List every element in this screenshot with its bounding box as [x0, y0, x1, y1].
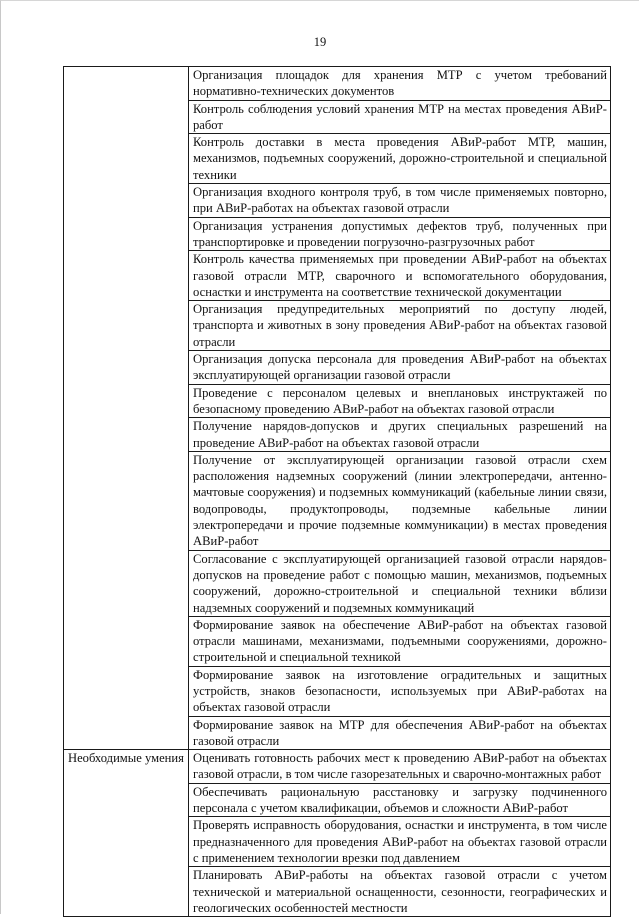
- requirement-text-cell: Контроль качества применяемых при проведении АВиР-работ на объектах газовой отрасли МТР, сварочного и вспомогательного оборудования, оснастки и инструмента на соответствие технической документации: [189, 251, 611, 301]
- requirement-text-cell: Согласование с эксплуатирующей организацией газовой отрасли нарядов-допусков на проведение работ с помощью машин, механизмов, подъемных сооружений, дорожно-строительной и специальной техники вблизи надземных сооружений и подземных коммуникаций: [189, 550, 611, 616]
- requirement-text-cell: Формирование заявок на изготовление оградительных и защитных устройств, знаков безопасности, используемых при АВиР-работах на объектах газовой отрасли: [189, 666, 611, 716]
- section-label-cell: Необходимые умения: [64, 750, 189, 917]
- requirement-text-cell: Проведение с персоналом целевых и внеплановых инструктажей по безопасному проведению АВиР-работ на объектах газовой отрасли: [189, 384, 611, 418]
- requirements-table: [63, 66, 611, 917]
- requirement-text-cell: Организация предупредительных мероприятий по доступу людей, транспорта и животных в зону проведения АВиР-работ на объектах газовой отрасли: [189, 301, 611, 351]
- page-number: 19: [313, 35, 327, 49]
- requirement-text-cell: Контроль доставки в места проведения АВиР-работ МТР, машин, механизмов, подъемных сооружений, дорожно-строительной и специальной техники: [189, 134, 611, 184]
- section-label-cell: [64, 67, 189, 750]
- requirement-text-cell: Организация входного контроля труб, в том числе применяемых повторно, при АВиР-работах на объектах газовой отрасли: [189, 184, 611, 218]
- requirement-text-cell: Проверять исправность оборудования, оснастки и инструмента, в том числе предназначенного для проведения АВиР-работ на объектах газовой отрасли с применением технологии врезки под давлением: [189, 817, 611, 867]
- table-row: [64, 750, 611, 784]
- table-body: [64, 67, 611, 917]
- requirement-text-cell: Получение нарядов-допусков и других специальных разрешений на проведение АВиР-работ на объектах газовой отрасли: [189, 418, 611, 452]
- requirement-text-cell: Формирование заявок на обеспечение АВиР-работ на объектах газовой отрасли машинами, механизмами, подъемными сооружениями, дорожно-строительной и специальной техникой: [189, 616, 611, 666]
- requirement-text-cell: Обеспечивать рациональную расстановку и загрузку подчиненного персонала с учетом квалификации, объемов и сложности АВиР-работ: [189, 783, 611, 817]
- requirement-text-cell: Получение от эксплуатирующей организации газовой отрасли схем расположения надземных сооружений (линии электропередачи, антенно-мачтовые сооружения) и подземных коммуникаций (кабельные линии связи, водопроводы, продуктопроводы, подземные кабельные линии электропередачи и прочие подземные коммуникации) в местах проведения АВиР-работ: [189, 451, 611, 550]
- table-row: [64, 67, 611, 101]
- requirement-text-cell: Организация допуска персонала для проведения АВиР-работ на объектах эксплуатирующей организации газовой отрасли: [189, 351, 611, 385]
- requirement-text-cell: Организация устранения допустимых дефектов труб, полученных при транспортировке и проведении погрузочно-разгрузочных работ: [189, 217, 611, 251]
- requirement-text-cell: Планировать АВиР-работы на объектах газовой отрасли с учетом технической и материальной оснащенности, сезонности, географических и геологических особенностей местности: [189, 867, 611, 917]
- requirement-text-cell: Оценивать готовность рабочих мест к проведению АВиР-работ на объектах газовой отрасли, в том числе газорезательных и сварочно-монтажных работ: [189, 750, 611, 784]
- requirement-text-cell: Контроль соблюдения условий хранения МТР на местах проведения АВиР-работ: [189, 100, 611, 134]
- requirement-text-cell: Формирование заявок на МТР для обеспечения АВиР-работ на объектах газовой отрасли: [189, 716, 611, 750]
- requirement-text-cell: Организация площадок для хранения МТР с учетом требований нормативно-технических документов: [189, 67, 611, 101]
